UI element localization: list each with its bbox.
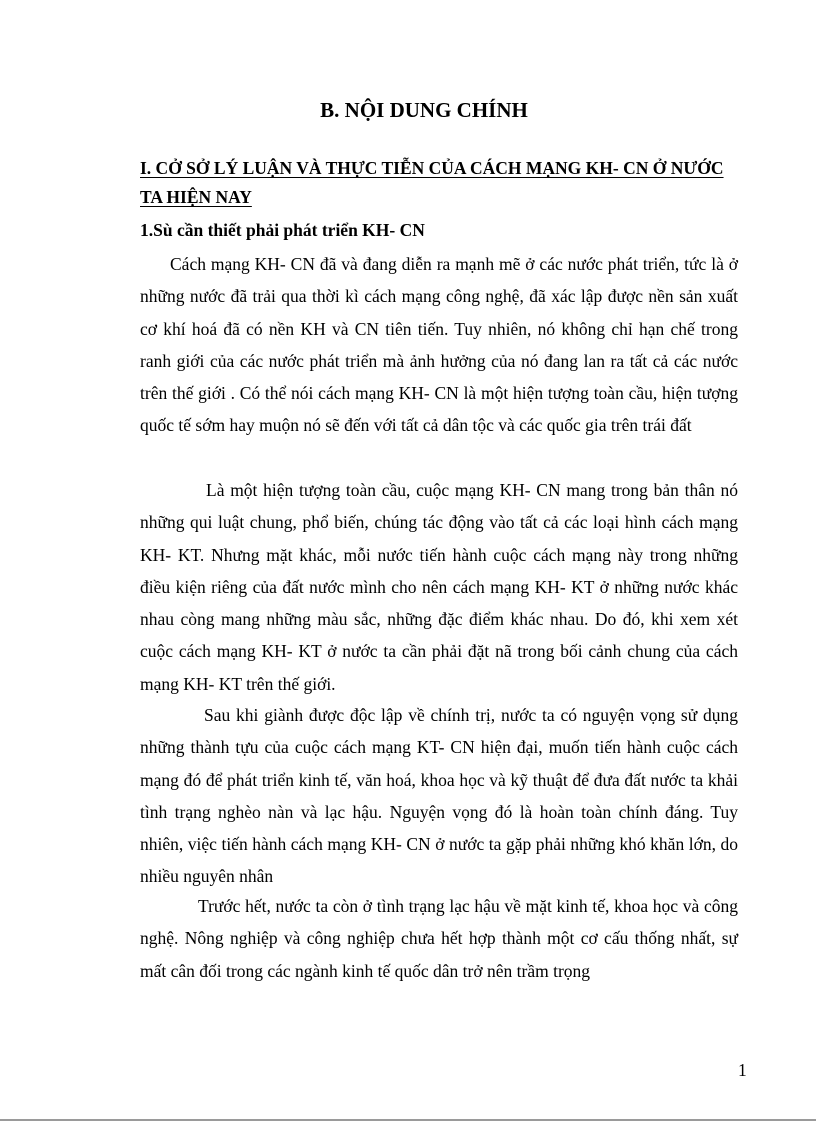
paragraph-4: Trước hết, nước ta còn ở tình trạng lạc hậu về mặt kinh tế, khoa học và công nghệ. Nông nghiệp và công nghiệp chưa hết hợp thành một cơ cấu thống nhất, sự mất cân đối trong các ngành kinh tế quốc dân trở nên trầm trọng: [140, 896, 738, 981]
main-title: B. NỘI DUNG CHÍNH: [320, 98, 528, 122]
section-heading: [140, 154, 740, 212]
paragraph-2: Là một hiện tượng toàn cầu, cuộc mạng KH- CN mang trong bản thân nó những qui luật chung, phổ biến, chúng tác động vào tất cả các loại hình cách mạng KH- KT. Nhưng mặt khác, mỗi nước tiến hành cuộc cách mạng này trong những điều kiện riêng của đất nước mình cho nên cách mạng KH- KT ở những nước khác nhau còng mang những màu sắc, những đặc điểm khác nhau. Do đó, khi xem xét cuộc cách mạng KH- KT ở nước ta cần phải đặt nã trong bối cảnh chung của cách mạng KH- KT trên thế giới.: [140, 480, 738, 694]
page-bottom-divider: [0, 1119, 816, 1121]
paragraph-1: Cách mạng KH- CN đã và đang diễn ra mạnh mẽ ở các nước phát triển, tức là ở những nước đã trải qua thời kì cách mạng công nghệ, đã xác lập được nền sản xuất cơ khí hoá đã có nền KH và CN tiên tiến. Tuy nhiên, nó không chỉ hạn chế trong ranh giới của các nước phát triển mà ảnh hưởng của nó đang lan ra tất cả các nước trên thế giới . Có thể nói cách mạng KH- CN là một hiện tượng toàn cầu, hiện tượng quốc tế sớm hay muộn nó sẽ đến với tất cả dân tộc và các quốc gia trên trái đất: [140, 254, 738, 436]
section-heading-text: I. CỞ SỞ LÝ LUẬN VÀ THỰC TIỄN CỦA CÁCH MẠNG KH- CN Ở NƯỚC TA HIỆN NAY: [140, 158, 724, 207]
sub-heading: 1.Sù cần thiết phải phát triển KH- CN: [140, 220, 425, 240]
page-number: 1: [738, 1060, 747, 1080]
paragraph-3: Sau khi giành được độc lập về chính trị, nước ta có nguyện vọng sử dụng những thành tựu của cuộc cách mạng KT- CN hiện đại, muốn tiến hành cuộc cách mạng đó để phát triển kinh tế, văn hoá, khoa học và kỹ thuật để đưa đất nước ta khải tình trạng nghèo nàn và lạc hậu. Nguyện vọng đó là hoàn toàn chính đáng. Tuy nhiên, việc tiến hành cách mạng KH- CN ở nước ta gặp phải những khó khăn lớn, do nhiều nguyên nhân: [140, 705, 738, 887]
